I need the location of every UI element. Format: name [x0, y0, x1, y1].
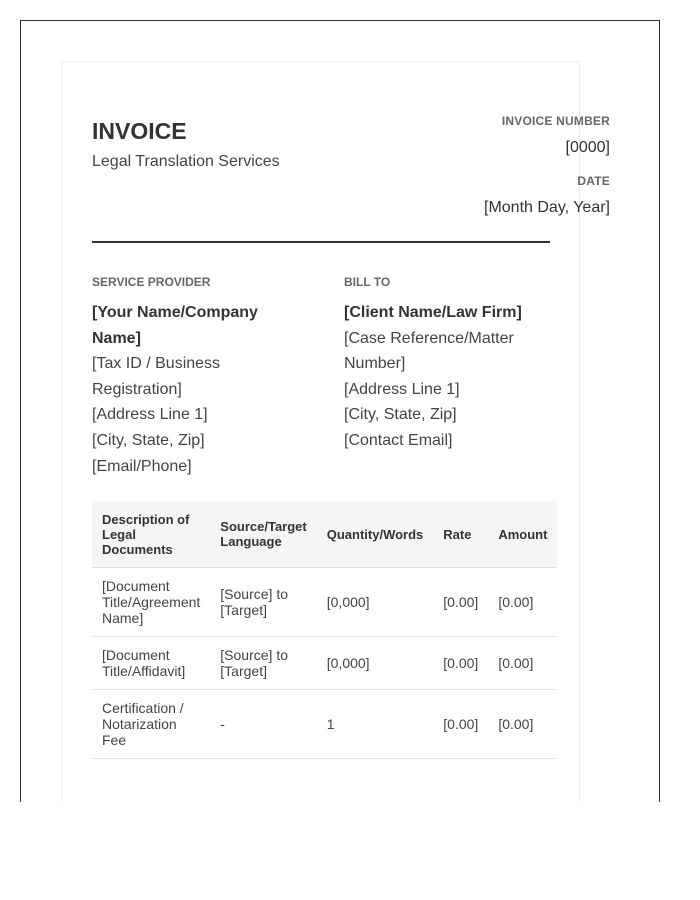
line-items-table: [92, 501, 557, 759]
header-amount: Amount: [488, 501, 557, 568]
date-label: DATE: [577, 174, 610, 188]
client-case-reference: [Case Reference/Matter Number]: [344, 329, 514, 373]
cell-quantity: 1: [317, 690, 434, 759]
header-language: Source/Target Language: [210, 501, 316, 568]
service-provider-label: SERVICE PROVIDER: [92, 275, 211, 289]
service-provider-block: [92, 274, 292, 479]
cell-amount: [0.00]: [488, 690, 557, 759]
invoice-subtitle: Legal Translation Services: [92, 153, 280, 170]
provider-address: [Address Line 1]: [92, 406, 208, 424]
provider-name: [Your Name/Company Name]: [92, 304, 258, 347]
cell-quantity: [0,000]: [317, 637, 434, 690]
cell-rate: [0.00]: [433, 637, 488, 690]
cell-language: [Source] to [Target]: [210, 637, 316, 690]
provider-city: [City, State, Zip]: [92, 431, 205, 449]
provider-tax-id: [Tax ID / Business Registration]: [92, 355, 221, 398]
bill-to-label: BILL TO: [344, 275, 391, 289]
header-quantity: Quantity/Words: [317, 501, 434, 568]
cell-amount: [0.00]: [488, 637, 557, 690]
table-row: [92, 690, 557, 759]
bill-to-block: [344, 274, 544, 454]
cell-quantity: [0,000]: [317, 568, 434, 637]
cell-description: [Document Title/Agreement Name]: [92, 568, 210, 637]
header-description: Description of Legal Documents: [92, 501, 210, 568]
table-row: [92, 637, 557, 690]
client-city: [City, State, Zip]: [344, 406, 457, 424]
invoice-number-value: [0000]: [565, 139, 610, 156]
cell-language: -: [210, 690, 316, 759]
client-name: [Client Name/Law Firm]: [344, 304, 522, 321]
client-email: [Contact Email]: [344, 431, 453, 449]
cell-rate: [0.00]: [433, 690, 488, 759]
client-address: [Address Line 1]: [344, 380, 460, 398]
cell-amount: [0.00]: [488, 568, 557, 637]
cell-description: Certification / Notarization Fee: [92, 690, 210, 759]
header-rate: Rate: [433, 501, 488, 568]
invoice-title: INVOICE: [92, 118, 187, 144]
date-value: [Month Day, Year]: [484, 199, 610, 216]
cell-description: [Document Title/Affidavit]: [92, 637, 210, 690]
cell-language: [Source] to [Target]: [210, 568, 316, 637]
table-row: [92, 568, 557, 637]
cell-rate: [0.00]: [433, 568, 488, 637]
invoice-number-label: INVOICE NUMBER: [501, 114, 610, 128]
header-divider: [92, 241, 550, 243]
provider-contact: [Email/Phone]: [92, 457, 192, 475]
table-header-row: [92, 501, 557, 568]
